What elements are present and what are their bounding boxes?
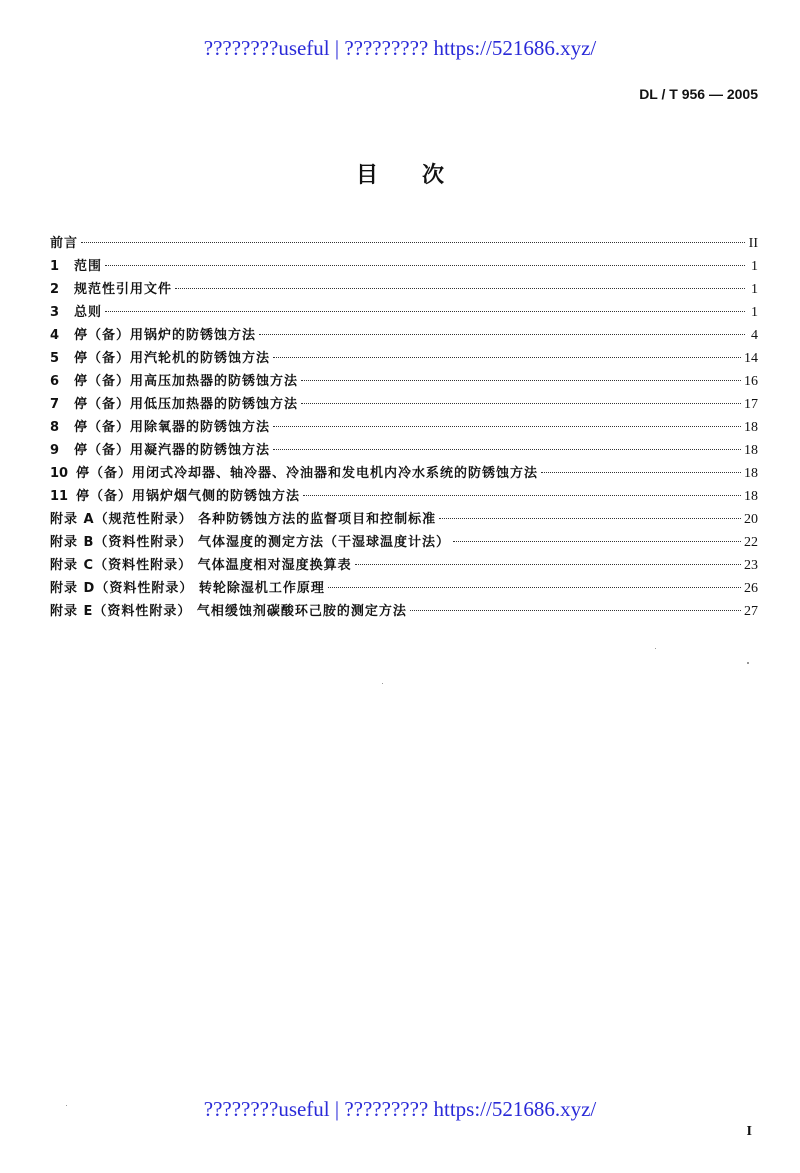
toc-entry-7[interactable] (50, 393, 758, 416)
standard-code: DL / T 956 — 2005 (639, 86, 758, 102)
toc-entry-page: 20 (744, 512, 758, 527)
toc-entry-page: 18 (744, 443, 758, 458)
toc-entry-number: 4 (50, 328, 60, 343)
toc-entry-title: 停（备）用凝汽器的防锈蚀方法 (74, 443, 271, 458)
toc-entry-title: 停（备）用高压加热器的防锈蚀方法 (74, 374, 299, 389)
toc-leader-dots (301, 380, 741, 381)
toc-entry-title: 总则 (74, 305, 103, 320)
toc-entry-page: 22 (744, 535, 758, 550)
toc-entry-number: 3 (50, 305, 60, 320)
toc-entry-foreword[interactable] (50, 232, 758, 255)
toc-entry-number: 1 (50, 259, 60, 274)
toc-entry-appendix-e[interactable] (50, 600, 758, 623)
toc-entry-number: 10 (50, 466, 69, 481)
toc-entry-3[interactable] (50, 301, 758, 324)
scan-speck (655, 648, 656, 649)
toc-entry-8[interactable] (50, 416, 758, 439)
toc-entry-title: 停（备）用闭式冷却器、轴冷器、冷油器和发电机内冷水系统的防锈蚀方法 (76, 466, 539, 481)
toc-entry-9[interactable] (50, 439, 758, 462)
toc-entry-number: 7 (50, 397, 60, 412)
toc-entry-11[interactable] (50, 485, 758, 508)
toc-leader-dots (541, 472, 741, 473)
toc-leader-dots (410, 610, 741, 611)
toc-leader-dots (81, 242, 745, 243)
toc-leader-dots (175, 288, 745, 289)
toc-entry-number: 5 (50, 351, 60, 366)
toc-leader-dots (355, 564, 741, 565)
toc-leader-dots (273, 426, 741, 427)
toc-entry-title: 附录 B（资料性附录） 气体湿度的测定方法（干湿球温度计法） (50, 535, 450, 550)
toc-leader-dots (303, 495, 741, 496)
toc-entry-number: 11 (50, 489, 69, 504)
toc-leader-dots (105, 265, 745, 266)
toc-entry-4[interactable] (50, 324, 758, 347)
toc-leader-dots (105, 311, 745, 312)
toc-leader-dots (301, 403, 741, 404)
watermark-banner-bottom: ????????useful | ????????? https://521686.xyz/ (203, 1097, 597, 1121)
toc-entry-title: 停（备）用除氧器的防锈蚀方法 (74, 420, 271, 435)
toc-entry-title: 附录 E（资料性附录） 气相缓蚀剂碳酸环己胺的测定方法 (50, 604, 407, 619)
toc-entry-page: 1 (751, 305, 758, 320)
toc-entry-title: 停（备）用汽轮机的防锈蚀方法 (74, 351, 271, 366)
toc-entry-number: 8 (50, 420, 60, 435)
page-number: I (746, 1124, 752, 1139)
toc-entry-page: 4 (751, 328, 758, 343)
toc-entry-appendix-b[interactable] (50, 531, 758, 554)
toc-entry-title: 附录 D（资料性附录） 转轮除湿机工作原理 (50, 581, 325, 596)
toc-entry-6[interactable] (50, 370, 758, 393)
toc-entry-page: 27 (744, 604, 758, 619)
toc-entry-5[interactable] (50, 347, 758, 370)
toc-entry-number: 9 (50, 443, 60, 458)
toc-leader-dots (259, 334, 745, 335)
scan-speck (382, 683, 383, 684)
toc-entry-page: 18 (744, 466, 758, 481)
toc-entry-title: 停（备）用锅炉烟气侧的防锈蚀方法 (76, 489, 301, 504)
toc-entry-page: 1 (751, 282, 758, 297)
toc-leader-dots (453, 541, 741, 542)
toc-entry-title: 停（备）用低压加热器的防锈蚀方法 (74, 397, 299, 412)
toc-entry-page: II (748, 236, 758, 251)
toc-entry-page: 18 (744, 489, 758, 504)
toc-entry-page: 26 (744, 581, 758, 596)
toc-entry-title: 范围 (74, 259, 103, 274)
toc-entry-appendix-a[interactable] (50, 508, 758, 531)
toc-entry-number: 2 (50, 282, 60, 297)
toc-entry-number: 6 (50, 374, 60, 389)
toc-leader-dots (273, 357, 741, 358)
toc-entry-page: 18 (744, 420, 758, 435)
watermark-banner-top: ????????useful | ????????? https://521686.xyz/ (203, 36, 597, 60)
toc-entry-title: 附录 C（资料性附录） 气体温度相对湿度换算表 (50, 558, 352, 573)
toc-entry-page: 17 (744, 397, 758, 412)
toc-leader-dots (273, 449, 741, 450)
toc-entry-page: 16 (744, 374, 758, 389)
toc-entry-page: 14 (744, 351, 758, 366)
toc-entry-title: 附录 A（规范性附录） 各种防锈蚀方法的监督项目和控制标准 (50, 512, 437, 527)
toc-entry-page: 1 (751, 259, 758, 274)
toc-leader-dots (439, 518, 741, 519)
toc-entry-title: 前言 (50, 236, 79, 251)
toc-entry-page: 23 (744, 558, 758, 573)
toc-entry-1[interactable] (50, 255, 758, 278)
toc-entry-2[interactable] (50, 278, 758, 301)
toc-leader-dots (328, 587, 741, 588)
toc-entry-10[interactable] (50, 462, 758, 485)
toc-entry-title: 规范性引用文件 (74, 282, 173, 297)
scan-speck (747, 662, 749, 664)
toc-entry-title: 停（备）用锅炉的防锈蚀方法 (74, 328, 257, 343)
toc-entry-appendix-c[interactable] (50, 554, 758, 577)
page-title: 目次 (355, 163, 488, 188)
table-of-contents (50, 232, 758, 623)
toc-entry-appendix-d[interactable] (50, 577, 758, 600)
